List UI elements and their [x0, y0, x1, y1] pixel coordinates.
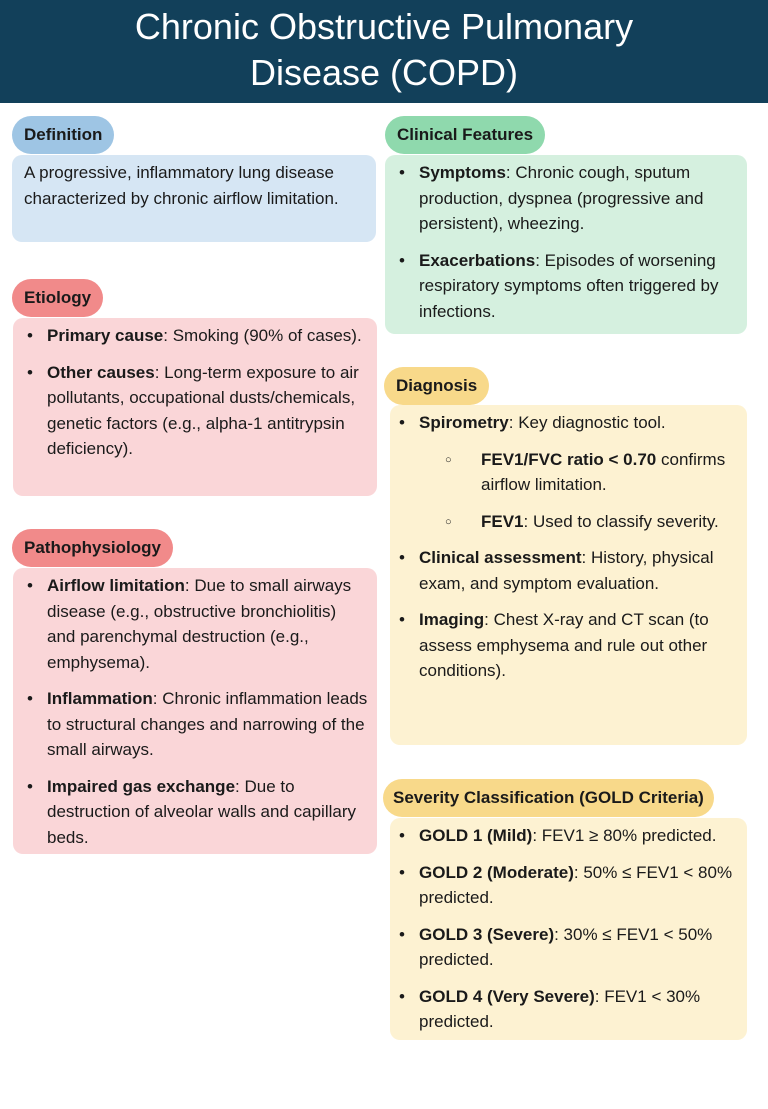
item-text: : 50% ≤ FEV1 < 80% predicted.	[419, 862, 733, 907]
list-item	[18, 686, 369, 763]
list-item	[18, 360, 369, 462]
item-text: : Smoking (90% of cases).	[163, 326, 362, 345]
list-item	[390, 160, 743, 237]
item-term: Symptoms	[419, 163, 506, 182]
pathophysiology-box	[13, 568, 377, 854]
list-item	[18, 323, 369, 349]
item-text: : FEV1 ≥ 80% predicted.	[532, 826, 717, 845]
list-item	[390, 545, 743, 596]
list-item	[390, 410, 743, 436]
clinical-features-box	[385, 155, 747, 334]
item-term: Other causes	[47, 362, 155, 382]
item-term: Exacerbations	[419, 250, 536, 270]
list-item	[390, 248, 743, 325]
list-item	[390, 607, 743, 684]
item-text: : History, physical exam, and symptom evaluation.	[419, 548, 714, 593]
clinical-features-heading: Clinical Features	[385, 116, 545, 154]
item-term: Primary cause	[47, 326, 164, 345]
item-term: Impaired gas exchange	[47, 776, 236, 796]
pathophysiology-heading: Pathophysiology	[12, 529, 173, 567]
severity-list	[390, 823, 743, 1035]
item-term: Spirometry	[419, 413, 509, 432]
item-text: : Due to small airways disease (e.g., obstructive bronchiolitis) and parenchymal destruction (e.g., emphysema).	[47, 576, 352, 672]
definition-text: A progressive, inflammatory lung disease characterized by chronic airflow limitation.	[24, 163, 339, 208]
diagnosis-box	[390, 405, 747, 745]
item-text: : Chronic inflammation leads to structural changes and narrowing of the small airways.	[47, 689, 368, 759]
clinical-features-list	[390, 160, 743, 324]
page-title-line-2: Disease (COPD)	[249, 52, 519, 93]
pathophysiology-list	[18, 573, 369, 850]
sub-list-item	[390, 447, 743, 498]
item-text: : Chronic cough, sputum production, dyspnea (progressive and persistent), wheezing.	[419, 163, 704, 233]
item-text: : Episodes of worsening respiratory symptoms often triggered by infections.	[419, 250, 719, 321]
diagnosis-heading: Diagnosis	[384, 367, 489, 405]
list-item	[390, 860, 743, 911]
item-text: : 30% ≤ FEV1 < 50% predicted.	[419, 924, 713, 969]
item-term: Clinical assessment	[419, 548, 582, 567]
item-text: : Due to destruction of alveolar walls and capillary beds.	[47, 776, 356, 847]
page-title-line-1: Chronic Obstructive Pulmonary	[134, 6, 634, 47]
sub-list-item	[390, 509, 743, 535]
item-term: FEV1/FVC ratio < 0.70	[481, 449, 657, 469]
list-item	[18, 573, 369, 675]
list-item	[390, 984, 743, 1035]
item-text: : FEV1 < 30% predicted.	[419, 986, 701, 1031]
item-text: : Used to classify severity.	[523, 511, 719, 531]
item-term: GOLD 1 (Mild)	[419, 826, 533, 845]
etiology-box	[13, 318, 377, 496]
severity-heading: Severity Classification (GOLD Criteria)	[383, 779, 714, 817]
item-term: Airflow limitation	[47, 576, 185, 595]
item-term: FEV1	[481, 511, 524, 531]
item-text: : Key diagnostic tool.	[508, 413, 666, 432]
list-item	[390, 823, 743, 849]
item-term: Imaging	[419, 610, 485, 629]
item-text: : Long-term exposure to air pollutants, occupational dusts/chemicals, genetic factors (e.g., alpha-1 antitrypsin deficiency).	[47, 362, 359, 458]
etiology-heading: Etiology	[12, 279, 103, 317]
page-header	[0, 0, 768, 103]
item-text: confirms airflow limitation.	[481, 449, 726, 494]
definition-heading: Definition	[12, 116, 114, 154]
item-term: GOLD 3 (Severe)	[419, 924, 555, 944]
item-term: GOLD 2 (Moderate)	[419, 862, 574, 882]
item-term: GOLD 4 (Very Severe)	[419, 986, 595, 1006]
item-term: Inflammation	[47, 689, 153, 708]
etiology-list	[18, 323, 369, 462]
list-item	[390, 922, 743, 973]
definition-box	[12, 155, 376, 242]
item-text: : Chest X-ray and CT scan (to assess emphysema and rule out other conditions).	[419, 610, 709, 680]
diagnosis-list	[390, 410, 743, 684]
severity-box	[390, 818, 747, 1040]
list-item	[18, 774, 369, 851]
